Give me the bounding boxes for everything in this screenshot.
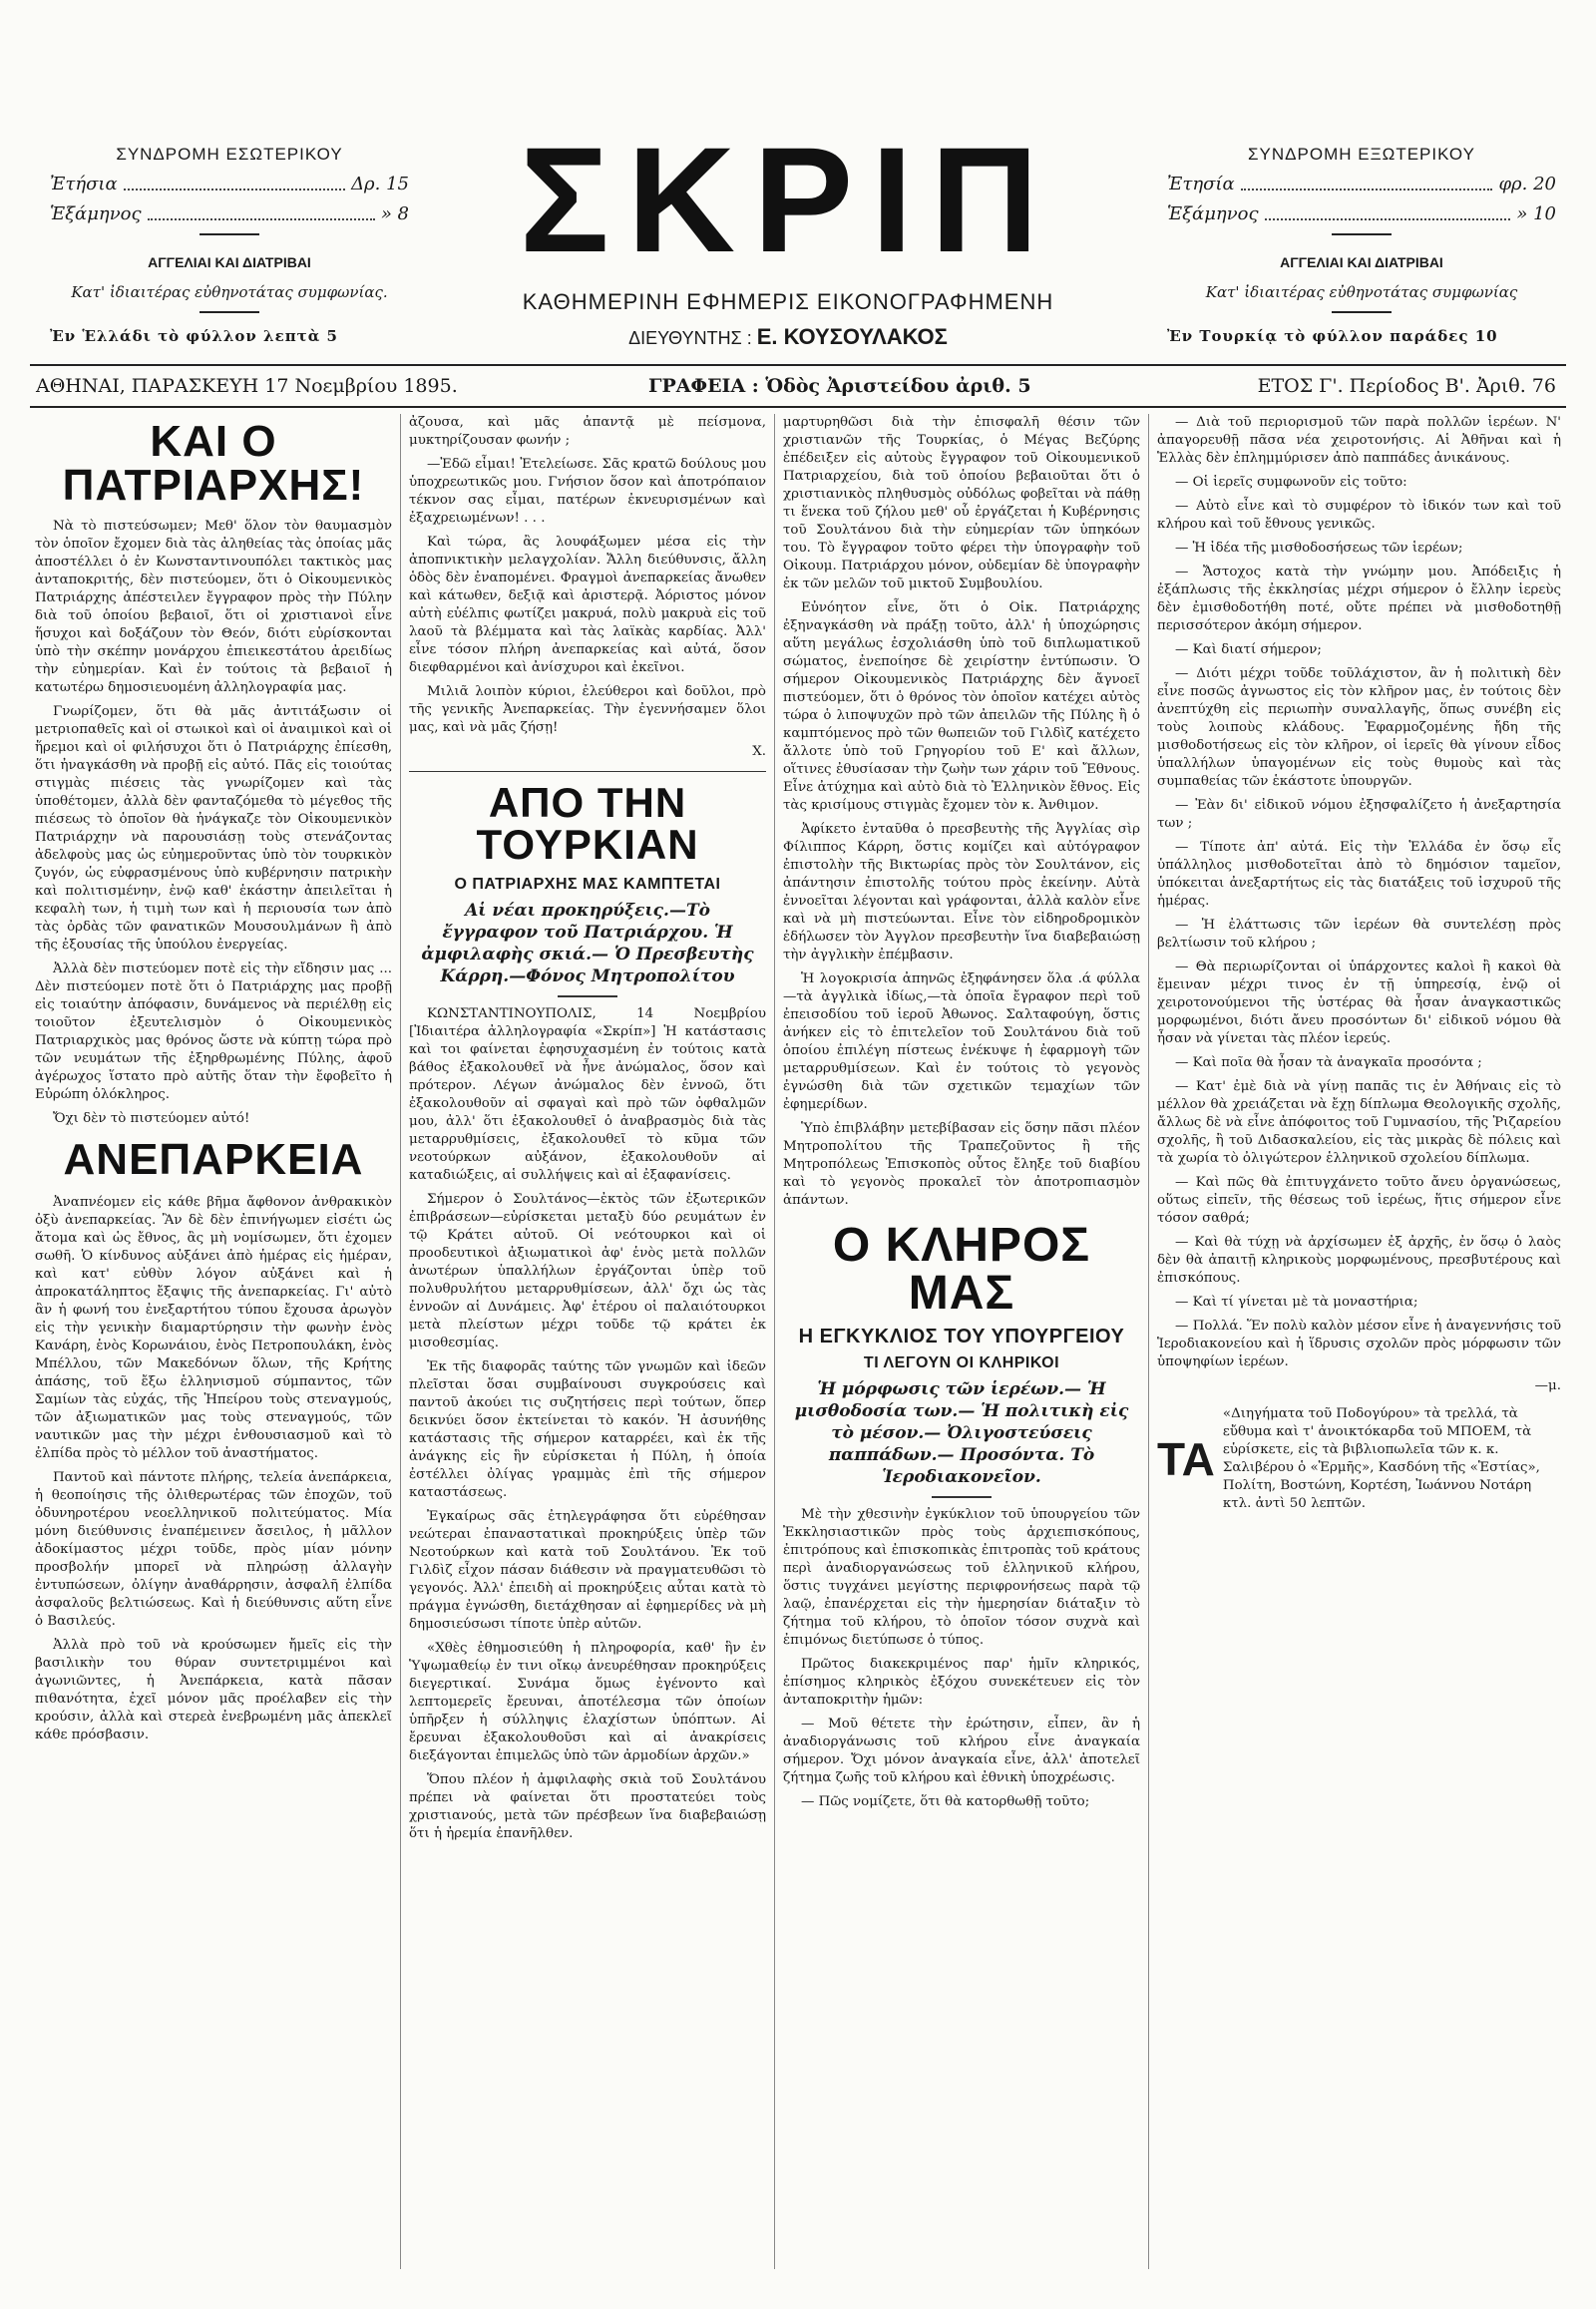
advert-text: «Διηγήματα τοῦ Ποδογύρου» τὰ τρελλά, τὰ εὔθυμα καὶ τ' ἀνοικτόκαρδα τοῦ ΜΠΟΕΜ, τὰ εὑρίσκετε, εἰς τὰ βιβλιοπωλεῖα τῶν κ. κ. Σαλιβέρου ὁ «Ἑρμῆς», Κασδόνη τῆς «Ἑστίας», Πολίτη, Βοστώνη, Κορτέση, Ἰωάννου Νοτάρη κτλ. ἀντὶ 50 λεπτῶν. <box>1222 1406 1540 1511</box>
article-paragraph: «Χθὲς ἐθημοσιεύθη ἡ πληροφορία, καθ' ἣν ἐν Ὑψωμαθείῳ ἐν τινι οἴκῳ ἀνευρέθησαν προκηρύξεις διεγερτικαί. Συνάμα ὅμως ἐγένοντο καὶ λεπτομερεῖς ἔρευναι, ἀποτέλεσμα τῶν ὁποίων ὑπῆρξεν ἡ σύλληψις ἐλαχίστων ὑπόπτων. Αἱ ἔρευναι ἐξακολουθοῦσι καὶ αἱ ἀνακρίσεις διεξάγονται ἐπιμελῶς ὑπὸ τῶν ἀρμοδίων ἀρχῶν.» <box>409 1641 766 1763</box>
article-paragraph: Ἀφίκετο ἐνταῦθα ὁ πρεσβευτὴς τῆς Ἀγγλίας σὶρ Φίλιππος Κάρρη, ὅστις κομίζει καὶ αὐτόγραφον ἐπιστολὴν τῆς Βικτωρίας πρὸς τὸν Σουλτάνον, εἰς ἀπάντησιν ἐπιστολῆς τούτου πρὸς ἐκείνην. Αὐτὰ ἐννοεῖται λέγονται καὶ γράφονται, ἀλλὰ καλὸν εἶνε καὶ νὰ μὴ πιστεύωνται. Εἶνε τὸν εἰδηροδρομικὸν ἐδήλωσεν τὸν Ἀγγλον πρεσβευτὴν ἵνα διαβεβαιώσῃ τὴν ἀγγλικὴν ἐπέμβασιν. <box>783 822 1140 962</box>
article-paragraph: Πρῶτος διακεκριμένος παρ' ἡμῖν κληρικός, ἐπίσημος κληρικὸς ἐξόχου συνεκέτευεν εἰς τὸν ἀνταποκριτὴν ἡμῶν: <box>783 1657 1140 1708</box>
article-paragraph: — Πῶς νομίζετε, ὅτι θὰ κατορθωθῇ τοῦτο; <box>801 1794 1090 1809</box>
article-paragraph: — Διὰ τοῦ περιορισμοῦ τῶν παρὰ πολλῶν ἱερέων. Ν' ἀπαγορευθῇ πᾶσα νέα χειροτονήσις. Αἱ Ἀθῆναι καὶ ἡ Ἑλλὰς δὲν ἐπλημμύρισεν ἀπὸ παππάδες ἀνικάνους. <box>1157 415 1561 466</box>
article-paragraph: Μιλιᾶ λοιπὸν κύριοι, ἐλεύθεροι καὶ δοῦλοι, πρὸ τῆς γενικῆς Ἀνεπαρκείας. Τὴν ἐγεννήσαμεν ὅλοι μας, καὶ νὰ μᾶς ζήσῃ! <box>409 684 766 735</box>
masthead <box>40 116 1556 369</box>
article-paragraph: Ὑπὸ ἐπιβλάβην μετεβίβασαν εἰς ὅσην πᾶσι πλέον Μητροπολίτου τῆς Τραπεζοῦντος ἢ τῆς Μητροπόλεως Ἐπισκοπὸς οὗτος ἔληξε τοῦ διαβίου καὶ τὸ γεγονὸς προκαλεῖ τὸν ἀποτροπιασμὸν ἁπάντων. <box>783 1121 1140 1208</box>
article-paragraph: — Ἡ ἐλάττωσις τῶν ἱερέων θὰ συντελέσῃ πρὸς βελτίωσιν τοῦ κλήρου ; <box>1157 918 1561 951</box>
column-rule <box>774 414 775 2269</box>
article-paragraph: Καὶ τώρα, ἂς λουφάξωμεν μέσα εἰς τὴν ἀποπνικτικὴν μελαγχολίαν. Ἄλλη διεύθυνσις, ἄλλη ὁδὸς δὲν ἐναπομένει. Φραγμοὶ ἀνεπαρκείας ἄνωθεν καὶ κάτωθεν, δεξιᾷ καὶ ἀριστερᾷ. Ἀόριστος μόνον αὐτὴ εὐέλπις φωτίζει μακρυά, πολὺ μακρυὰ εἰς τοῦ λαοῦ τὰ βλέμματα καὶ τὰς λαϊκὰς καρδίας. Ἀλλ' εἶνε τόσον πλήρη ἀνεπαρκείας καὶ αὐτά, ὅσον διεφθαρμένοι καὶ ἀνίσχυροι καὶ ἐκεῖνοι. <box>409 535 766 675</box>
ads-heading: ΑΓΓΕΛΙΑΙ ΚΑΙ ΔΙΑΤΡΙΒΑΙ <box>148 254 311 270</box>
article-paragraph: Ἐγκαίρως σᾶς ἐτηλεγράφησα ὅτι εὑρέθησαν νεώτεραι ἐπαναστατικαὶ προκηρύξεις ὑπὲρ τῶν Νεοτούρκων καὶ κατὰ τοῦ Σουλτάνου. Ἐκ τοῦ Γιλδὶζ εἶχον πάσαν διάθεσιν νὰ πραγματευθῶσι τὸ γεγονός. Ἀλλ' ἐπειδὴ αἱ προκηρύξεις αὗται κατὰ τὸ πράγμα ἐγνώσθη, διετάχθησαν αἱ ἐφημερίδες νὰ μὴ δημοσιεύσωσι τίποτε ὑπὲρ αὐτῶν. <box>409 1509 766 1632</box>
divider <box>932 1496 992 1498</box>
article-paragraph: Ὄχι δὲν τὸ πιστεύομεν αὐτό! <box>53 1111 250 1126</box>
ads-note: Κατ' ἰδιαιτέρας εὐθηνοτάτας συμφωνίας <box>1205 283 1518 301</box>
column-2 <box>409 414 766 2289</box>
article-paragraph: μαρτυρηθῶσι διὰ τὴν ἐπισφαλῆ θέσιν τῶν χριστιανῶν τῆς Τουρκίας, ὁ Μέγας Βεζύρης ἐπέδειξεν εἰς αὐτοὺς ἔγγραφον τοῦ Οἰκουμενικοῦ Πατριαρχείου, διὰ τοῦ ὁποίου βεβαιοῦται ὅτι ὁ χριστιανικὸς πληθυσμὸς οὐδόλως φοβεῖται νὰ πάθῃ τι ἕνεκα τοῦ ζήλου μεθ' οὗ ἐργάζεται ἡ Κυβέρνησις τοῦ Σουλτάνου διὰ τὴν εὐημερίαν τῶν ὑπηκόων του. Τὸ ἔγγραφον τοῦτο φέρει τὴν ὑπογραφὴν τοῦ Οἰκουμ. Πατριάρχου μόνον, οὐδεμίαν δὲ ὑπογραφὴν ἐκ τῶν μελῶν τοῦ μικτοῦ Συμβουλίου. <box>783 415 1140 591</box>
article-paragraph: — Καὶ διατί σήμερον; <box>1175 642 1322 657</box>
article-paragraph: Σήμερον ὁ Σουλτάνος—ἐκτὸς τῶν ἐξωτερικῶν ἐπιβράσεων—εὑρίσκεται μεταξὺ δύο ρευμάτων ἐν τῷ Κράτει αὐτοῦ. Οἱ νεότουρκοι καὶ οἱ προοδευτικοὶ ἀξιωματικοὶ ἀφ' ἑνὸς μετὰ πολλῶν ἀνωτέρων ὑπαλλήλων ἐργάζονται ὑπὲρ τοῦ πολυθρυλήτου μεταρρυθμίσεων, ἀλλ' ὄχι ὡς τὰς ἐννοῶν αἱ Δυνάμεις. Ἀφ' ἑτέρου οἱ παλαιότουρκοι μετὰ πλείστων μέχρι τοῦδε τῷ κράτει ἐκ μισοθεσμίας. <box>409 1192 766 1350</box>
article-paragraph: ἀζουσα, καὶ μᾶς ἀπαντᾷ μὲ πείσμονα, μυκτηρίζουσαν φωνήν ; <box>409 415 766 448</box>
article-paragraph: Νὰ τὸ πιστεύσωμεν; Μεθ' ὅλον τὸν θαυμασμὸν τὸν ὁποῖον ἔχομεν διὰ τὰς ἀληθείας τὰς ὁποίας μᾶς ἀποστέλλει ὁ ἐν Κωνσταντινουπόλει τακτικὸς μας ἀνταποκριτής, δὲν πιστεύομεν, ὅτι ὁ Οἰκουμενικὸς Πατριάρχης ἀπέστειλεν ἔγγραφον πρὸς τὴν Πύλην διὰ τοῦ ὁποίου βεβαιοῖ, ὅτι οἱ χριστιανοὶ εἶνε ἥσυχοι καὶ δοξάζουν τὸν Θεόν, διότι εὑρίσκονται ὑπὸ τὴν σκέπην μονάρχου ἐπιεικεστάτου ἀρειδίως τὴν εὐημερίαν. Καὶ ἐν τούτοις τὰ βεβαιοῖ ἡ κατωτέρω δημοσιευομένη ἀλληλογραφία μας. <box>35 519 392 695</box>
article-headline: Ο ΚΛΗΡΟΣ ΜΑΣ <box>832 1219 1091 1320</box>
article-paragraph: — Καὶ τί γίνεται μὲ τὰ μοναστήρια; <box>1175 1295 1418 1310</box>
column-1 <box>35 414 392 2289</box>
annual-row: Ἐτησία φρ. 20 <box>1167 170 1556 199</box>
article-paragraph: Ἐκ τῆς διαφορᾶς ταύτης τῶν γνωμῶν καὶ ἰδεῶν πλεῖσται ὅσαι συμβαίνουσι συγκρούσεις καὶ παντοῦ ἀκούει τις συζητήσεις περὶ τούτων, ὅπερ δεικνύει ὅσον ἐκτείνεται τὸ κακόν. Ἡ ἀσυνήθης κατάστασις τῆς σήμερον καταρρέει, καὶ ἐκ τῆς ἀνάγκης εἰς ἣν εὑρίσκεται ἡ Πύλη, ἡ ὁποία ἐστέλλει ὀλίγας γραμμὰς ἐπὶ τῆς σήμερον καταστάσεως. <box>409 1359 766 1500</box>
divider <box>200 311 259 313</box>
article-deck: Αἱ νέαι προκηρύξεις.—Τὸ ἔγγραφον τοῦ Πατριάρχου. Ἡ ἀμφιλαφὴς σκιά.— Ὁ Πρεσβευτὴς Κάρρη.—Φόνος Μητροπολίτου <box>421 901 754 986</box>
article-paragraph: — Καὶ θὰ τύχῃ νὰ ἀρχίσωμεν ἐξ ἀρχῆς, ἐν ὅσῳ ὁ λαὸς δὲν θὰ ἀπαιτῇ κληρικοὺς μορφωμένους, πρεσβυτέρους καὶ ἐπισκόπους. <box>1157 1235 1561 1286</box>
issue-price: Ἐν Ἑλλάδι τὸ φύλλον λεπτὰ 5 <box>50 327 338 345</box>
article-kicker: Η ΕΓΚΥΚΛΙΟΣ ΤΟΥ ΥΠΟΥΡΓΕΙΟΥ <box>798 1326 1125 1347</box>
column-rule <box>1148 414 1149 2269</box>
office-address: ΓΡΑΦΕΙΑ : Ὁδὸς Ἀριστείδου ἀριθ. 5 <box>648 375 1031 397</box>
semiannual-row: Ἑξάμηνος » 10 <box>1167 199 1556 229</box>
subscription-domestic-heading: ΣΥΝΔΡΟΜΗ ΕΣΩΤΕΡΙΚΟΥ <box>116 145 343 164</box>
ads-heading: ΑΓΓΕΛΙΑΙ ΚΑΙ ΔΙΑΤΡΙΒΑΙ <box>1280 254 1443 270</box>
article-paragraph: — Καὶ πῶς θὰ ἐπιτυγχάνετο τοῦτο ἄνευ ὀργανώσεως, οὕτως εἰπεῖν, τῆς θέσεως τοῦ ἱερέως, ἥτις σήμερον εἶνε τόσον σαθρά; <box>1157 1175 1561 1226</box>
article-headline: ΚΑΙ Ο ΠΑΤΡΙΑΡΧΗΣ! <box>62 417 365 510</box>
article-paragraph: — Τίποτε ἀπ' αὐτά. Εἰς τὴν Ἑλλάδα ἐν ὅσῳ εἶς ὑπάλληλος μισθοδοτεῖται ἀπὸ τὸ δημόσιον ταμεῖον, ὑπόκειται ἀνεξαρτήτως εἰς τὰς διατάξεις τοῦ ἰσχυροῦ τῆς ἡμέρας. <box>1157 840 1561 909</box>
column-rule <box>400 414 401 2269</box>
article-paragraph: Ἀλλὰ πρὸ τοῦ νὰ κρούσωμεν ἤμεῖς εἰς τὴν βασιλικὴν του θύραν συντετριμμένοι καὶ ἀγωνιῶντες, ἡ Ἀνεπάρκεια, κατὰ πᾶσαν πιθανότητα, ἐχεῖ μόνον μᾶς προέλαβεν εἰς τὴν κρούσιν, ἀλλὰ καὶ στερεὰ ἐνεβρωμένη μᾶς ἀπεκλεῖ κάθε πρόσβασιν. <box>35 1638 392 1742</box>
column-4 <box>1157 414 1561 2289</box>
newspaper-title: ΣΚΡΙΠ <box>519 116 1057 283</box>
issue-price: Ἐν Τουρκίᾳ τὸ φύλλον παράδες 10 <box>1167 327 1498 345</box>
article-paragraph: — Καὶ ποῖα θὰ ἦσαν τὰ ἀναγκαῖα προσόντα ; <box>1175 1055 1482 1070</box>
divider <box>200 233 259 235</box>
article-paragraph: Ἀλλὰ δὲν πιστεύομεν ποτὲ εἰς τὴν εἴδησιν μας ... Δὲν πιστεύομεν ποτὲ ὅτι ὁ Πατριάρχης μας προβῇ εἰς τοιαύτην ἀπόφασιν, δυνάμενος νὰ περιέλθῃ εἰς τοιοῦτον ἐξευτελισμὸν ὁ Οἰκουμενικὸς Πατριαρχικὸς μας θρόνος ὥστε νὰ κύπτῃ τώρα πρὸ τῶν νευμάτων τῆς ἐξηρθρωμένης Πύλης, ἀφοῦ ἀγέρωχος ἵστατο πρὸ αὐτῆς ὅταν τὴν ἔφοβεῖτο ἡ Εὐρώπη ὁλόκληρος. <box>35 962 392 1102</box>
article-deck: Ἡ μόρφωσις τῶν ἱερέων.— Ἡ μισθοδοσία των.— Ἡ πολιτικὴ εἰς τὸ μέσον.— Ὀλιγοστεύσεις παππάδων.— Προσόντα. Τὸ Ἱεροδιακονεῖον. <box>794 1379 1129 1487</box>
divider <box>1332 311 1392 313</box>
article-headline: ΑΠΟ ΤΗΝ ΤΟΥΡΚΙΑΝ <box>409 771 766 866</box>
article-paragraph: Μὲ τὴν χθεσινὴν ἐγκύκλιον τοῦ ὑπουργείου τῶν Ἐκκλησιαστικῶν πρὸς τοὺς ἀρχιεπισκόπους, ἐπιτρόπους καὶ ἐπισκοπικὰς ἐπιτροπὰς τοῦ κράτους περὶ ἀναδιοργανώσεως τοῦ ἑλληνικοῦ κλήρου, ὅστις τυγχάνει μεγίστης περιφρονήσεως παρὰ τῷ λαῷ, ἐπανέρχεται εἰς τὴν ἡμερησίαν διάταξιν τὸ ζήτημα τοῦ κλήρου, τὸ ὁποῖον τόσον συχνὰ καὶ ἐπιμόνως διετύπωσε ὁ τύπος. <box>783 1507 1140 1648</box>
masthead-logo <box>429 116 1147 349</box>
article-kicker: Ο ΠΑΤΡΙΑΡΧΗΣ ΜΑΣ ΚΑΜΠΤΕΤΑΙ <box>454 876 721 893</box>
article-paragraph: Γνωρίζομεν, ὅτι θὰ μᾶς ἀντιτάξωσιν οἱ μετριοπαθεῖς καὶ οἱ στωικοὶ καὶ οἱ ἀναιμικοὶ καὶ οἱ ἥρεμοι καὶ οἱ φιλήσυχοι ὅτι ὁ Πατριάρχης ἐπίεσθη, ὅτι ἠναγκάσθη νὰ προβῇ εἰς αὐτό. Πᾶς εἰς τοιούτας στιγμὰς πιέσεις τὰς γνωρίζομεν καὶ τὰς ὑποθέτομεν, ἀλλὰ δὲν φανταζόμεθα τὸ μέγεθος τῆς πιέσεως τὸ ὁποῖον θὰ ἠνάγκαζε τὸν Οἰκουμενικὸν Πατριάρχην νὰ παρουσιάσῃ τοὺς στενάζοντας ἀδελφοὺς μας ὡς εὐημεροῦντας ὑπὸ τὸν τουρκικὸν ζυγόν, ὡς εὐφρασμένους ὑπὸ κυβέρνησιν πατρικὴν καὶ πολιτισμένην, ἐνῷ καθ' ἑκάστην ἀπειλεῖται ἡ κεφαλὴ των, ἡ τιμὴ των καὶ ἡ περιουσία των ἀπὸ τὰς ὀρδὰς τῶν φανατικῶν Μουσουλμάνων ἢ ἀπὸ τῆς ἐξουσίας τῆς ὑπούλου ἐνεργείας. <box>35 704 392 953</box>
article-paragraph: — Πολλά. Ἕν πολὺ καλὸν μέσον εἶνε ἡ ἀναγεννήσις τοῦ Ἱεροδιακονείου καὶ ἡ ἵδρυσις σχολῶν πρὸς μόρφωσιν τῶν ὑποψηφίων ἱερέων. <box>1157 1319 1561 1369</box>
article-paragraph: Ἡ λογοκρισία ἀπηνῶς ἐξηφάνησεν ὅλα .ά φύλλα —τὰ ἀγγλικὰ ἰδίως,—τὰ ὁποῖα ἔγραφον περὶ τοῦ ἐπεισοδίου τοῦ ἱεροῦ Ἀθωνος. Σαλταφούγη, ὅστις ἀνήκεν εἰς τὸ ἐπιτελεῖον τοῦ Σουλτάνου διὰ τοῦ ὁποίου ἐπιλέγη πίστεως ἐνέκυψε ἡ ἐφαρμογὴ τῶν μεταρρυθμίσεων. Καὶ ἐν τούτοις τὸ γεγονὸς ἐγνώσθη διὰ τῶν σχετικῶν τεμαχίων τῶν ἐφημερίδων. <box>783 971 1140 1112</box>
article-paragraph: — Κατ' ἐμὲ διὰ νὰ γίνῃ παπᾶς τις ἐν Ἀθήναις εἰς τὸ μέλλον θὰ χρειάζεται νὰ ἔχῃ δίπλωμα Θεολογικῆς σχολῆς, ἄλλως δὲ νὰ εἶνε ἀπόφοιτος τοῦ Γυμνασίου, τῆς Ῥιζαρείου σχολῆς, ἢ τοῦ Διδασκαλείου, εἰς τὰς μικρὰς δὲ πόλεις καὶ τὰ χωρία τὸ ὀλιγώτερον ἑλληνικοῦ σχολείου δίπλωμα. <box>1157 1079 1561 1166</box>
director-name: Ε. ΚΟΥΣΟΥΛΑΚΟΣ <box>756 324 948 349</box>
article-paragraph: Εὐνόητον εἶνε, ὅτι ὁ Οἰκ. Πατριάρχης ἐξηναγκάσθη νὰ πράξῃ τοῦτο, ἀλλ' ἡ ὑποχώρησις αὕτη μεγάλως ἐσχολιάσθη ὑπὸ τοῦ διπλωματικοῦ σώματος, ἐνεποίησε δὲ χειρίστην ἐντύπωσιν. Ὁ σήμερον Οἰκουμενικὸς Πατριάρχης δὲν ἄγνοεῖ πιστεύομεν, ὅτι ὁ θρόνος τὸν ὁποῖον κατέχει αὐτὸς τώρα ὁ λιποψυχῶν πρὸ τῶν ἀπειλῶν τῆς Πύλης ἢ ὁ καμπτόμενος πρὸ τῶν θωπειῶν τοῦ Γιλδὶζ κατέχετο ἄλλοτε ὑπὸ τοῦ Γρηγορίου τοῦ Ε' καὶ ἄλλων, οἵτινες ἐθυσίασαν τὴν ζωὴν των χάριν τοῦ Ἔθνους. Εἶνε ἀτύχημα καὶ αὐτὸ διὰ τὸ Ἑλληνικὸν ἔθνος. Εἰς τὰς κρισίμους στιγμὰς ἔχομεν τὸν κ. Ἀνθιμον. <box>783 600 1140 813</box>
divider <box>1332 233 1392 235</box>
article-headline: ΑΝΕΠΑΡΚΕΙΑ <box>63 1135 364 1184</box>
subscription-foreign <box>1167 140 1556 351</box>
article-paragraph: — Αὐτὸ εἶνε καὶ τὸ συμφέρον τὸ ἰδικόν των καὶ τοῦ κλήρου καὶ τοῦ ἔθνους γενικῶς. <box>1157 499 1561 532</box>
article-signature: Χ. <box>752 744 766 759</box>
place-date: ΑΘΗΝΑΙ, ΠΑΡΑΣΚΕΥΗ 17 Νοεμβρίου 1895. <box>36 375 458 397</box>
article-paragraph: Ἀναπνέομεν εἰς κάθε βῆμα ἄφθονον ἀνθρακικὸν ὀξὺ ἀνεπαρκείας. Ἂν δὲ δὲν ἐπινήγωμεν εἰσέτι ὡς ἄτομα καὶ ὡς ἔθνος, ἂς μὴ νομίσωμεν, ὅτι ἐχομεν σωθῆ. Ὁ κίνδυνος αὐξάνει ἀπὸ ἡμέρας εἰς ἡμέραν, καὶ κατ' εὐθὺν λόγον αὐξάνει καὶ ἡ ἀπροκατάληπτος ἔξαψις τῆς ἀνεπαρκείας. Γι' αὐτὸ ἂν ἡ φωνή του ἐνεξαρτήτου τύπου ἔχουσα ἀρωγὸν εἰς τὴν γενικὴν διαμαρτύρησιν τὴν φωνὴν ἑνὸς Κανάρη, ἑνὸς Κορωνάιου, ἑνὸς Πετροπουλάκη, ἑνὸς Μπέλλου, τῶν Μακεδόνων ὅλων, τῆς Κρήτης ἁπάσης, τοῦ ἔξω ἑλληνισμοῦ σύμπαντος, τῶν Σαμίων τὰς εὐχάς, τῆς Ἠπείρου τοὺς στεναγμούς, τῶν ἀξιωματικῶν μας τοὺς στεναγμούς, τῶν ναυτικῶν μας τὴν μέχρι ἐνθουσιασμοῦ καὶ τὸ ἐλπίδα πρὸς τὸ μέλλον τοῦ ἀναστήματος. <box>35 1195 392 1461</box>
ads-note: Κατ' ἰδιαιτέρας εὐθηνοτάτας συμφωνίας. <box>71 283 388 301</box>
article-paragraph: — Ἐὰν δι' εἰδικοῦ νόμου ἐξησφαλίζετο ἡ ἀνεξαρτησία των ; <box>1157 798 1561 831</box>
article-paragraph: — Ἡ ἰδέα τῆς μισθοδοσήσεως τῶν ἱερέων; <box>1175 541 1463 556</box>
article-paragraph: — Διότι μέχρι τοῦδε τοῦλάχιστον, ἂν ἡ πολιτικὴ δὲν εἶνε ποσῶς ἀγνωστος εἰς τὸν κλῆρον μας, ἐν τούτοις δὲν ἀνεπτύχθη εἰς περιωπὴν συναλλαγῆς, ὅπως συνέβη εἰς τοὺς λοιποὺς κλάδους. Ἐφαρμοζομένης ἤδη τῆς μισθοδοτήσεως εἰς τὸν κλῆρον, οἱ ἱερεῖς θὰ γίνουν εἶδος ὑπαλλήλων ὑπαγομένων εἰς τοὺς θυμοὺς καὶ τὰς συμπαθείας τῶν ἑκάστοτε ὑπουργῶν. <box>1157 666 1561 789</box>
article-paragraph: — Οἱ ἱερεῖς συμφωνοῦν εἰς τοῦτο: <box>1175 475 1407 490</box>
director-line: ΔΙΕΥΘΥΝΤΗΣ : Ε. ΚΟΥΣΟΥΛΑΚΟΣ <box>628 324 948 349</box>
subscription-foreign-heading: ΣΥΝΔΡΟΜΗ ΕΞΩΤΕΡΙΚΟΥ <box>1248 145 1475 164</box>
newspaper-subtitle: ΚΑΘΗΜΕΡΙΝΗ ΕΦΗΜΕΡΙΣ ΕΙΚΟΝΟΓΡΑΦΗΜΕΝΗ <box>522 289 1054 314</box>
dateline-bar <box>30 364 1566 408</box>
column-3 <box>783 414 1140 2289</box>
article-paragraph: —Ἐδῶ εἶμαι! Ἐτελείωσε. Σᾶς κρατῶ δούλους μου ὑποχρεωτικῶς μου. Γνήσιον ὅσον καὶ ἀποτρόπαιον τέκνον σας εἶμαι, πατέρων ἐκνευρισμένων καὶ ἐξαχρειωμένων! . . . <box>409 457 766 526</box>
annual-row: Ἐτήσια Δρ. 15 <box>50 170 409 199</box>
article-paragraph: ΚΩΝΣΤΑΝΤΙΝΟΥΠΟΛΙΣ, 14 Νοεμβρίου [Ἰδιαιτέρα ἀλληλογραφία «Σκρίπ»] Ἡ κατάστασις καὶ τοι φαίνεται ἐφησυχασμένη ἐν τούτοις κατὰ βάθος ἐξακολουθεῖ νὰ ἦνε ἀνώμαλος, ὅσον καὶ πρότερον. Λέγων ἀνώμαλος δὲν ἐννοῶ, ὅτι ἐξακολουθοῦν αἱ σφαγαὶ καὶ πρὸ τῶν ὀφθαλμῶν μου, ἀλλ' ὅτι ἐξακολουθεῖ ὁ ἀναβρασμὸς διὰ τὰς μεταρρυθμίσεις, ἐξακολουθεῖ τὸ κῦμα τῶν νεοτούρκων αὐξάνον, ἐξακολουθοῦν αἱ καταδιώξεις, αἱ συλλήψεις καὶ αἱ ἐξαφανίσεις. <box>409 1006 766 1183</box>
semiannual-row: Ἑξάμηνος » 8 <box>50 199 409 229</box>
article-paragraph: — Μοῦ θέτετε τὴν ἐρώτησιν, εἶπεν, ἂν ἡ ἀναδιοργάνωσις τοῦ κλήρου εἶνε ἀναγκαία σήμερον. Ὄχι μόνον ἀναγκαία εἶνε, ἀλλ' ἀποτελεῖ ζήτημα ζωῆς τοῦ κλήρου καὶ ἐθνικὴ ὑποχρέωσις. <box>783 1717 1140 1785</box>
subscription-domestic <box>50 140 409 351</box>
divider <box>558 995 617 997</box>
advert-initial: ΤΑ <box>1157 1433 1215 1485</box>
article-signature: —μ. <box>1534 1378 1561 1393</box>
article-kicker: ΤΙ ΛΕΓΟΥΝ ΟΙ ΚΛΗΡΙΚΟΙ <box>863 1354 1060 1371</box>
article-paragraph: — Θὰ περιωρίζονται οἱ ὑπάρχοντες καλοὶ ἢ κακοὶ θὰ ἔμειναν μέχρι τινος ἐν τῇ ὑπηρεσίᾳ, ἐνῷ οἱ χειροτονούμενοι τῆς ὑστέρας θὰ ἦσαν ἀναγκαστικῶς μορφωμένοι, διότι ἄνευ προσόντων δι' εἰδικοῦ νόμου θὰ ἦσαν νὰ γίνεται τὰς πλέον ἱερεύς. <box>1157 960 1561 1046</box>
article-paragraph: Παντοῦ καὶ πάντοτε πλήρης, τελεία ἀνεπάρκεια, ἡ θεοποίησις τῆς ὀλιθερωτέρας τῶν ἐποχῶν, τοῦ ὀδυνηροτέρου νεοελληνικοῦ πολιτεύματος. Μία μόνη διεύθυνσις ἐναπέμεινεν ἄσειλος, ἡ μᾶλλον ἀδοκίμαστος μέχρι τοῦδε, πρὸς μίαν μόνην προσβολήν μπορεῖ νὰ πληρώσῃ ἀλλαγὴν ἐντυπώσεων, ὀλίγην ἀναθάρρησιν, ἀσφαλῆ ἐλπίδα ἀσφαλοῦς βελτιώσεως. Καὶ ἡ διεύθυνσις αὕτη εἶνε ὁ Βασιλεύς. <box>35 1470 392 1629</box>
book-advert <box>1157 1405 1561 1513</box>
article-paragraph: Ὅπου πλέον ἡ ἀμφιλαφὴς σκιὰ τοῦ Σουλτάνου πρέπει νὰ φαίνεται ὅτι προστατεύει τοὺς χριστιανούς, μετὰ τῶν πρέσβεων ἵνα διαβεβαιώσῃ ὅτι ἡ ἠρεμία ἐπανῆλθεν. <box>409 1772 766 1841</box>
issue-number: ΕΤΟΣ Γ'. Περίοδος Β'. Ἀριθ. 76 <box>1257 375 1556 397</box>
article-paragraph: — Ἄστοχος κατὰ τὴν γνώμην μου. Ἀπόδειξις ἡ ἐξάπλωσις τῆς ἐκκλησίας μέχρι σήμερον ὁ ἔλλην ἱερεὺς δὲν ἐμισθοδοτήθη ποτέ, οὔτε πρέπει νὰ μισθοδοτηθῇ περισσότερον ἀκόμη σήμερον. <box>1157 565 1561 633</box>
